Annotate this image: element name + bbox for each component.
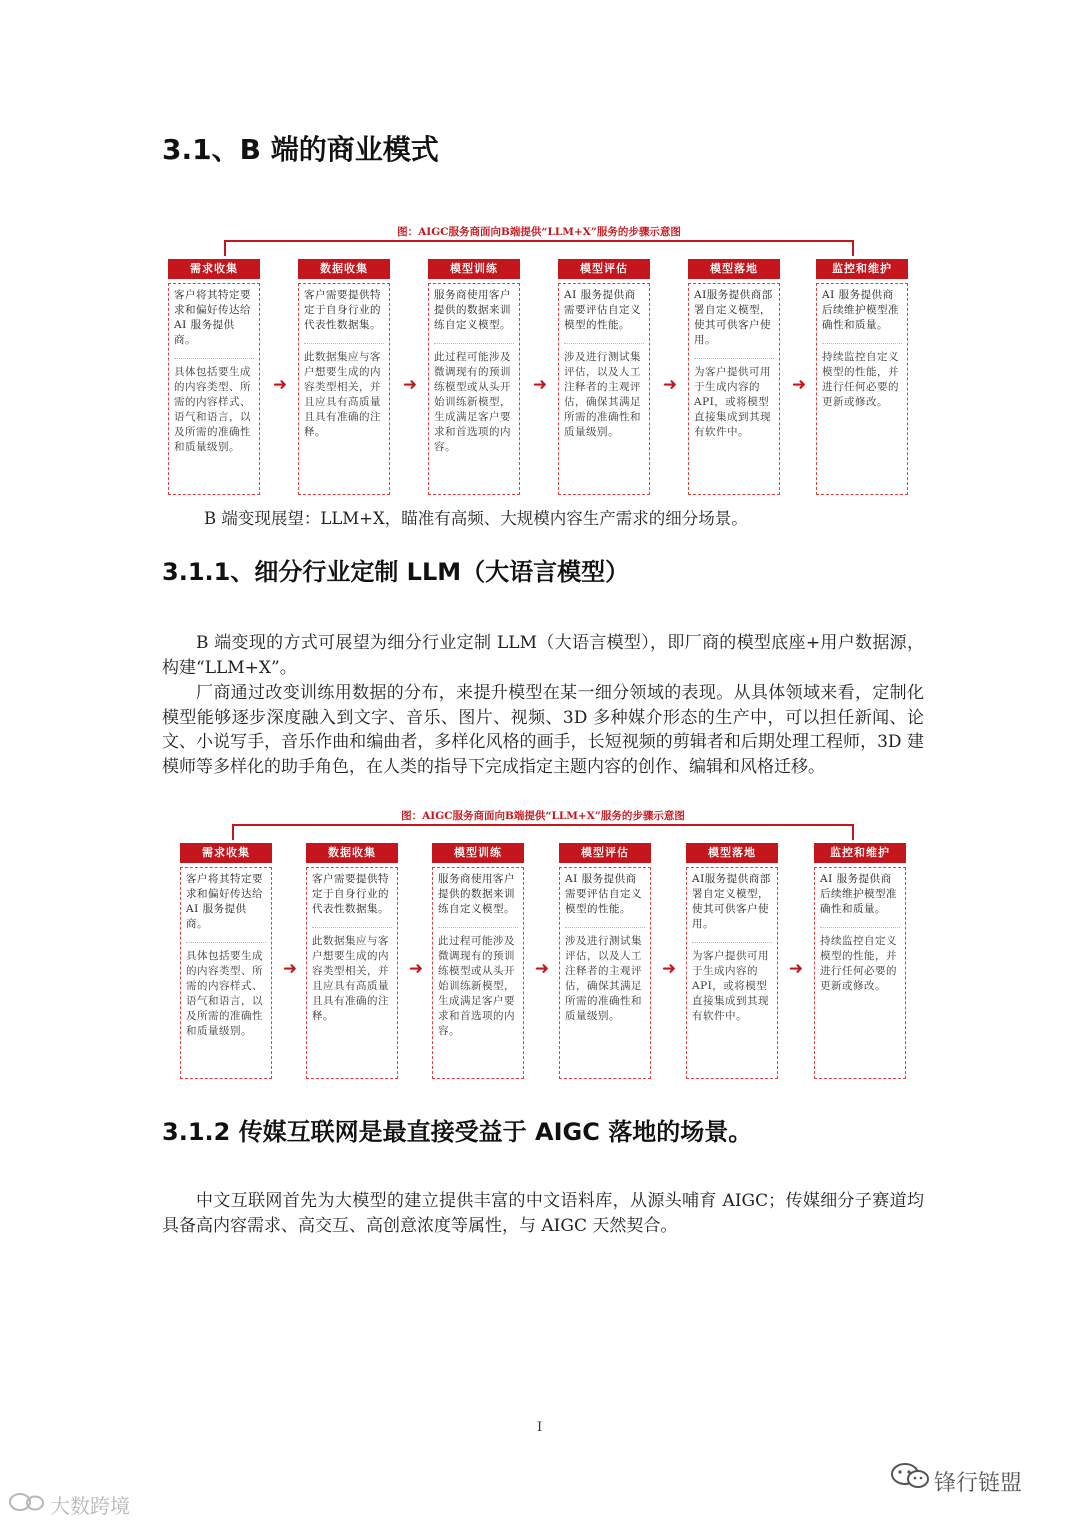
step-detail: 具体包括要生成的内容类型、所需的内容样式、语气和语言，以及所需的准确性和质量级别。 — [186, 942, 266, 1039]
arrow-right-icon: ➜ — [661, 959, 677, 979]
paragraph: B 端变现的方式可展望为细分行业定制 LLM（大语言模型），即厂商的模型底座+用户数据源，构建“LLM+X”。 — [162, 633, 924, 678]
step-monitoring — [814, 843, 906, 1079]
step-model-training — [432, 843, 524, 1079]
step-box — [168, 283, 260, 495]
step-description: AI服务提供商部署自定义模型，使其可供客户使用。 — [694, 289, 773, 346]
step-box — [559, 867, 651, 1079]
step-box — [686, 867, 778, 1079]
step-description: AI 服务提供商后续维护模型准确性和质量。 — [822, 289, 899, 331]
arrow-right-icon: ➜ — [402, 375, 418, 395]
step-detail: 具体包括要生成的内容类型、所需的内容样式、语气和语言，以及所需的准确性和质量级别。 — [174, 358, 254, 455]
step-box — [298, 283, 390, 495]
step-detail: 为客户提供可用于生成内容的 API，或将模型直接集成到其现有软件中。 — [692, 942, 772, 1024]
step-label: 监控和维护 — [814, 843, 906, 863]
watermark-right-text: 锋行链盟 — [934, 1471, 1023, 1496]
arrow-right-icon: ➜ — [791, 375, 807, 395]
section-heading-3-1: 3.1、B 端的商业模式 — [162, 133, 439, 166]
step-box — [306, 867, 398, 1079]
step-label: 模型落地 — [686, 843, 778, 863]
step-model-evaluation — [558, 259, 650, 495]
step-detail: 此过程可能涉及微调现有的预训练模型或从头开始训练新模型，生成满足客户要求和首选项的内容。 — [438, 927, 518, 1039]
wechat-logo-icon — [890, 1462, 930, 1496]
diagram-bracket — [224, 240, 854, 256]
paragraph: 中文互联网首先为大模型的建立提供丰富的中文语料库，从源头哺育 AIGC；传媒细分子赛道均具备高内容需求、高交互、高创意浓度等属性，与 AIGC 天然契合。 — [162, 1191, 924, 1236]
step-label: 模型评估 — [559, 843, 651, 863]
step-detail: 此数据集应与客户想要生成的内容类型相关，并且应具有高质量且具有准确的注释。 — [312, 927, 392, 1024]
step-requirements — [180, 843, 272, 1079]
diagram-title: 图：AIGC服务商面向B端提供“LLM+X”服务的步骤示意图 — [397, 226, 681, 238]
arrow-right-icon: ➜ — [532, 375, 548, 395]
step-description: AI 服务提供商后续维护模型准确性和质量。 — [820, 873, 897, 915]
step-box — [558, 283, 650, 495]
diagram-bracket — [232, 824, 854, 840]
step-model-training — [428, 259, 520, 495]
step-model-evaluation — [559, 843, 651, 1079]
step-data-collection — [306, 843, 398, 1079]
step-description: 客户将其特定要求和偏好传达给 AI 服务提供商。 — [186, 873, 263, 930]
step-model-deployment — [686, 843, 778, 1079]
step-label: 需求收集 — [168, 259, 260, 279]
step-detail: 涉及进行测试集评估，以及人工注释者的主观评估，确保其满足所需的准确性和质量级别。 — [564, 343, 644, 440]
step-box — [180, 867, 272, 1079]
step-box — [814, 867, 906, 1079]
watermark-left — [8, 1490, 130, 1519]
process-diagram-2 — [176, 808, 910, 1080]
arrow-right-icon: ➜ — [534, 959, 550, 979]
section-heading-3-1-2: 3.1.2 传媒互联网是最直接受益于 AIGC 落地的场景。 — [162, 1118, 753, 1146]
step-requirements — [168, 259, 260, 495]
step-detail: 为客户提供可用于生成内容的 API，或将模型直接集成到其现有软件中。 — [694, 358, 774, 440]
step-description: 服务商使用客户提供的数据来训练自定义模型。 — [438, 873, 515, 915]
step-description: 客户需要提供特定于自身行业的代表性数据集。 — [312, 873, 389, 915]
step-box — [432, 867, 524, 1079]
step-model-deployment — [688, 259, 780, 495]
arrow-right-icon: ➜ — [282, 959, 298, 979]
step-description: 客户需要提供特定于自身行业的代表性数据集。 — [304, 289, 381, 331]
step-detail: 涉及进行测试集评估，以及人工注释者的主观评估，确保其满足所需的准确性和质量级别。 — [565, 927, 645, 1024]
arrow-right-icon: ➜ — [662, 375, 678, 395]
step-box — [816, 283, 908, 495]
watermark-right — [890, 1462, 1022, 1497]
step-detail: 持续监控自定义模型的性能，并进行任何必要的更新或修改。 — [820, 927, 900, 994]
arrow-right-icon: ➜ — [408, 959, 424, 979]
chat-logo-icon — [8, 1491, 46, 1518]
step-description: 服务商使用客户提供的数据来训练自定义模型。 — [434, 289, 511, 331]
step-label: 模型训练 — [432, 843, 524, 863]
process-diagram-1 — [168, 224, 910, 496]
step-detail: 此过程可能涉及微调现有的预训练模型或从头开始训练新模型，生成满足客户要求和首选项的内容。 — [434, 343, 514, 455]
arrow-right-icon: ➜ — [272, 375, 288, 395]
step-description: AI 服务提供商需要评估自定义模型的性能。 — [565, 873, 642, 915]
step-description: AI 服务提供商需要评估自定义模型的性能。 — [564, 289, 641, 331]
step-label: 数据收集 — [298, 259, 390, 279]
watermark-left-text: 大数跨境 — [50, 1494, 130, 1518]
arrow-right-icon: ➜ — [788, 959, 804, 979]
step-label: 模型训练 — [428, 259, 520, 279]
step-label: 模型落地 — [688, 259, 780, 279]
step-detail: 此数据集应与客户想要生成的内容类型相关，并且应具有高质量且具有准确的注释。 — [304, 343, 384, 440]
step-box — [428, 283, 520, 495]
step-label: 模型评估 — [558, 259, 650, 279]
step-description: AI服务提供商部署自定义模型，使其可供客户使用。 — [692, 873, 771, 930]
step-label: 监控和维护 — [816, 259, 908, 279]
step-detail: 持续监控自定义模型的性能，并进行任何必要的更新或修改。 — [822, 343, 902, 410]
step-label: 数据收集 — [306, 843, 398, 863]
step-box — [688, 283, 780, 495]
diagram-title: 图：AIGC服务商面向B端提供“LLM+X”服务的步骤示意图 — [401, 810, 685, 822]
paragraph: 厂商通过改变训练用数据的分布，来提升模型在某一细分领域的表现。从具体领域来看，定制化模型能够逐步深度融入到文字、音乐、图片、视频、3D 多种媒介形态的生产中，可以担任新闻、论文、小说写手，音乐作曲和编曲者，多样化风格的画手，长短视频的剪辑者和后期处理工程师，3D 建模师等多样化的助手角色，在人类的指导下完成指定主题内容的创作、编辑和风格迁移。 — [162, 683, 924, 777]
step-monitoring — [816, 259, 908, 495]
page-number: I — [537, 1420, 543, 1435]
step-description: 客户将其特定要求和偏好传达给 AI 服务提供商。 — [174, 289, 251, 346]
step-label: 需求收集 — [180, 843, 272, 863]
diagram-caption: B 端变现展望：LLM+X，瞄准有高频、大规模内容生产需求的细分场景。 — [204, 509, 748, 528]
step-data-collection — [298, 259, 390, 495]
section-heading-3-1-1: 3.1.1、细分行业定制 LLM（大语言模型） — [162, 558, 630, 586]
